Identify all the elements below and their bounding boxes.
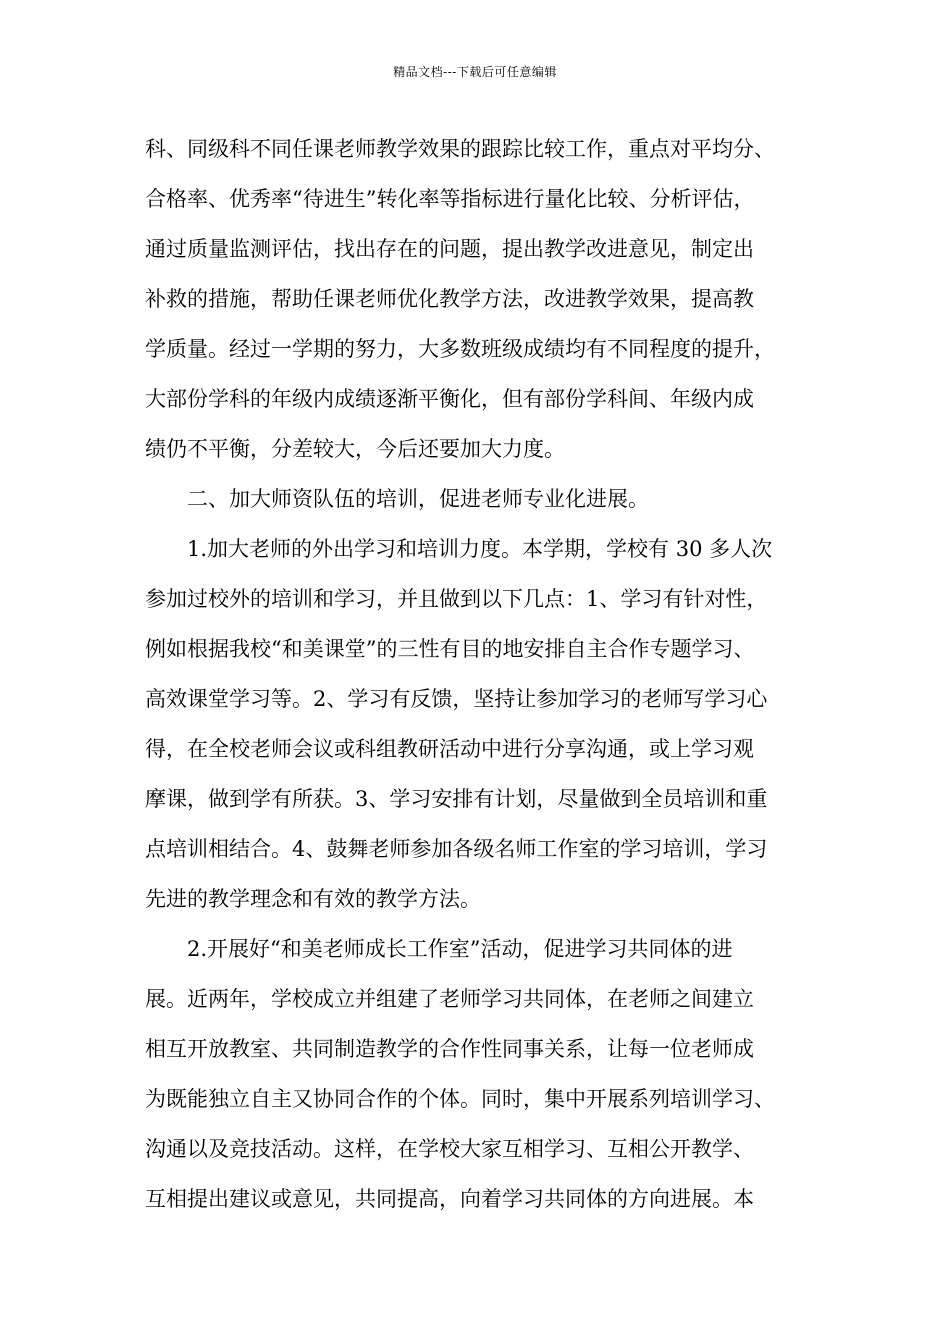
text-line: 摩课，做到学有所获。3、学习安排有计划，尽量做到全员培训和重 — [145, 787, 768, 811]
text-line: 合格率、优秀率“待进生”转化率等指标进行量化比较、分析评估， — [145, 187, 755, 211]
text-line: 学质量。经过一学期的努力，大多数班级成绩均有不同程度的提升， — [145, 337, 775, 361]
section-heading: 二、加大师资队伍的培训，促进老师专业化进展。 — [145, 487, 649, 511]
text-line: 高效课堂学习等。2、学习有反馈，坚持让参加学习的老师写学习心 — [145, 687, 768, 711]
text-line: 先进的教学理念和有效的教学方法。 — [145, 887, 481, 911]
text-line: 绩仍不平衡，分差较大，今后还要加大力度。 — [145, 437, 565, 461]
text-line: 互相提出建议或意见，共同提高，向着学习共同体的方向进展。本 — [145, 1187, 754, 1211]
text-line: 相互开放教室、共同制造教学的合作性同事关系，让每一位老师成 — [145, 1037, 754, 1061]
text-line: 展。近两年，学校成立并组建了老师学习共同体，在老师之间建立 — [145, 987, 754, 1011]
text-line: 2.开展好“和美老师成长工作室”活动，促进学习共同体的进 — [145, 937, 733, 961]
text-line: 1.加大老师的外出学习和培训力度。本学期，学校有 30 多人次 — [145, 537, 773, 561]
text-line: 补救的措施，帮助任课老师优化教学方法，改进教学效果，提高教 — [145, 287, 754, 311]
text-line: 得，在全校老师会议或科组教研活动中进行分享沟通，或上学习观 — [145, 737, 754, 761]
text-line: 沟通以及竞技活动。这样，在学校大家互相学习、互相公开教学、 — [145, 1137, 754, 1161]
text-line: 通过质量监测评估，找出存在的问题，提出教学改进意见，制定出 — [145, 237, 754, 261]
text-line: 大部份学科的年级内成绩逐渐平衡化，但有部份学科间、年级内成 — [145, 387, 754, 411]
text-line: 例如根据我校“和美课堂”的三性有目的地安排自主合作专题学习、 — [145, 637, 755, 661]
text-line: 参加过校外的培训和学习，并且做到以下几点：1、学习有针对性， — [145, 587, 768, 611]
text-line: 为既能独立自主又协同合作的个体。同时，集中开展系列培训学习、 — [145, 1087, 775, 1111]
text-line: 科、同级科不同任课老师教学效果的跟踪比较工作，重点对平均分、 — [145, 137, 775, 161]
text-line: 点培训相结合。4、鼓舞老师参加各级名师工作室的学习培训，学习 — [145, 837, 768, 861]
page-header: 精品文档---下载后可任意编辑 — [393, 65, 557, 79]
document-body — [145, 124, 825, 1224]
